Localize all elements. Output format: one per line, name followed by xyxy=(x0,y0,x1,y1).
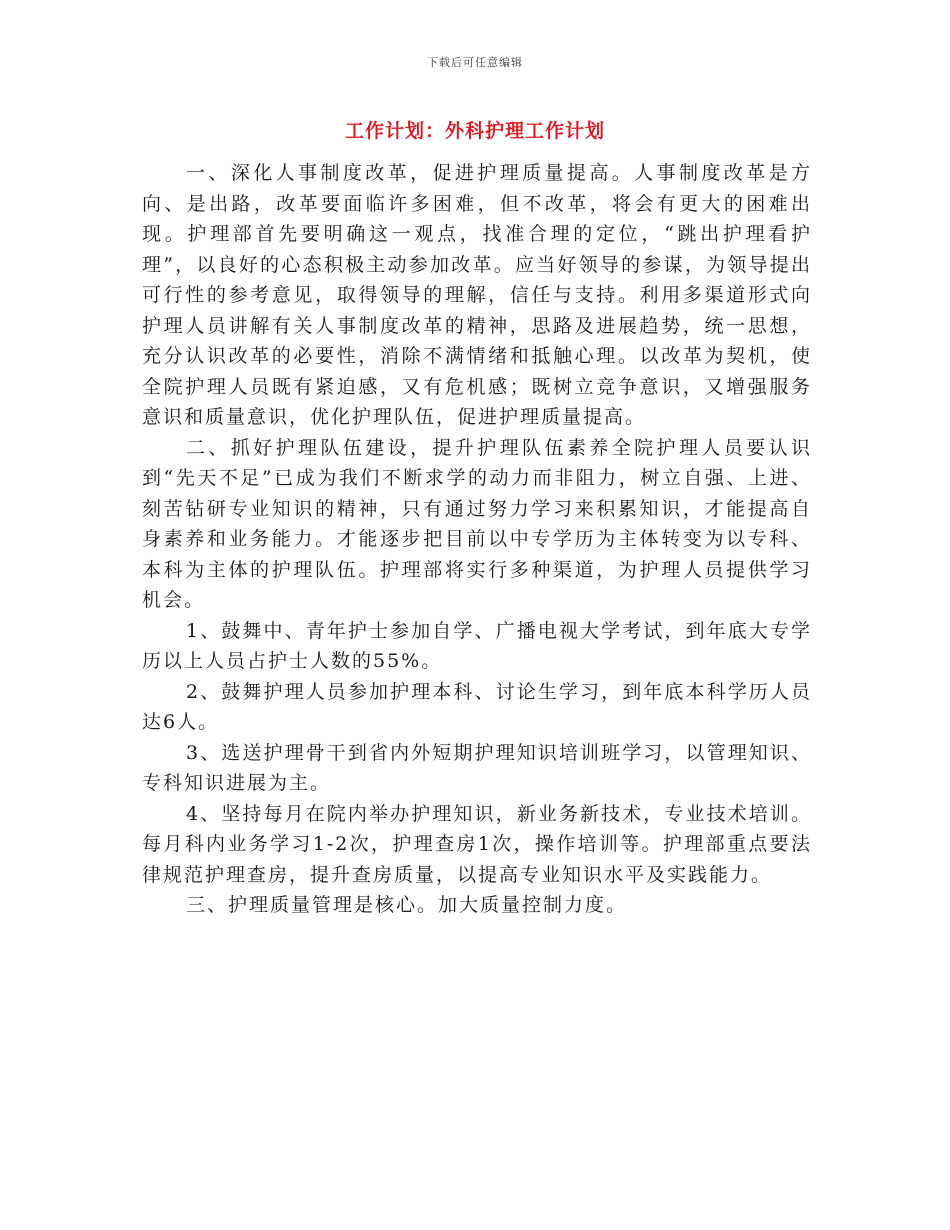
list-item-undergraduate: 2、鼓舞护理人员参加护理本科、讨论生学习，到年底本科学历人员达6人。 xyxy=(142,680,812,733)
paragraph-quality-management: 三、护理质量管理是核心。加大质量控制力度。 xyxy=(186,894,628,916)
document-title: 工作计划：外科护理工作计划 xyxy=(344,120,605,142)
paragraph-reform: 一、深化人事制度改革，促进护理质量提高。人事制度改革是方向、是出路，改革要面临许多困难，但不改革，将会有更大的困难出现。护理部首先要明确这一观点，找准合理的定位，“跳出护理看护理”，以良好的心态积极主动参加改革。应当好领导的参谋，为领导提出可行性的参考意见，取得领导的理解，信任与支持。利用多渠道形式向护理人员讲解有关人事制度改革的精神，思路及进展趋势，统一思想，充分认识改革的必要性，消除不满情绪和抵触心理。以改革为契机，使全院护理人员既有紧迫感，又有危机感；既树立竞争意识，又增强服务意识和质量意识，优化护理队伍，促进护理质量提高。 xyxy=(142,162,812,428)
list-item-self-study: 1、鼓舞中、青年护士参加自学、广播电视大学考试，到年底大专学历以上人员占护士人数的55%。 xyxy=(142,619,812,672)
list-item-monthly-training: 4、坚持每月在院内举办护理知识，新业务新技术，专业技术培训。每月科内业务学习1-2次，护理查房1次，操作培训等。护理部重点要法律规范护理查房，提升查房质量，以提高专业知识水平及实践能力。 xyxy=(142,802,812,886)
document-body xyxy=(142,158,812,921)
list-item-training-class: 3、选送护理骨干到省内外短期护理知识培训班学习，以管理知识、专科知识进展为主。 xyxy=(142,741,812,794)
page-header-note: 下载后可任意编辑 xyxy=(427,56,523,69)
paragraph-team-building: 二、抓好护理队伍建设，提升护理队伍素养全院护理人员要认识到“先天不足”已成为我们不断求学的动力而非阻力，树立自强、上进、刻苦钻研专业知识的精神，只有通过努力学习来积累知识，才能提高自身素养和业务能力。才能逐步把目前以中专学历为主体转变为以专科、本科为主体的护理队伍。护理部将实行多种渠道，为护理人员提供学习机会。 xyxy=(142,436,812,611)
